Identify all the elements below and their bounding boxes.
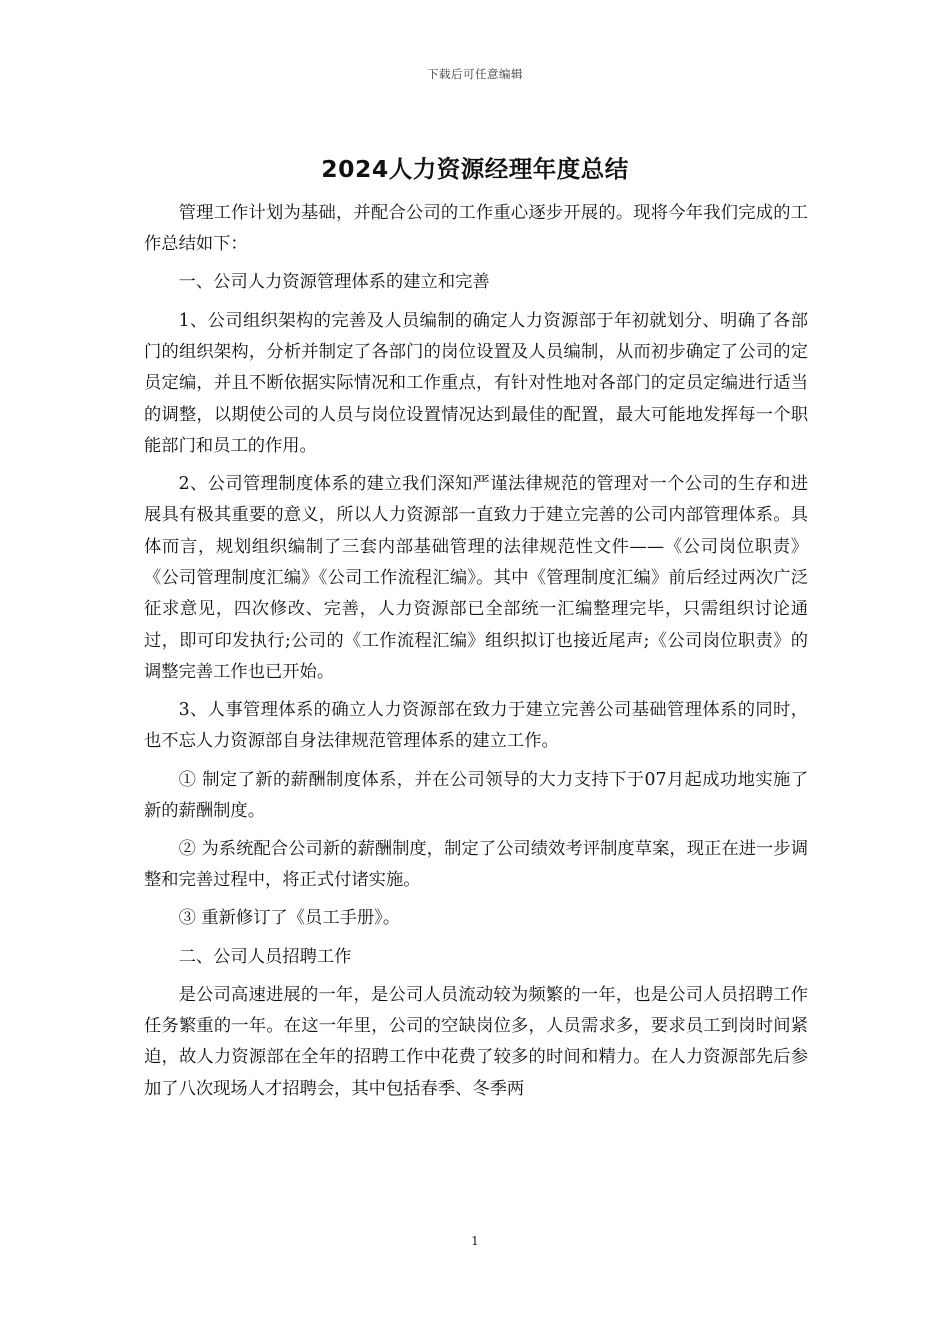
paragraph-management-system: 2、公司管理制度体系的建立我们深知严谨法律规范的管理对一个公司的生存和进展具有极其重要的意义，所以人力资源部一直致力于建立完善的公司内部管理体系。具体而言，规划组织编制了三套内部基础管理的法律规范性文件——《公司岗位职责》《公司管理制度汇编》《公司工作流程汇编》。其中《管理制度汇编》前后经过两次广泛征求意见，四次修改、完善，人力资源部已全部统一汇编整理完毕，只需组织讨论通过，即可印发执行;公司的《工作流程汇编》组织拟订也接近尾声;《公司岗位职责》的调整完善工作也已开始。 — [144, 474, 808, 682]
paragraph-intro: 管理工作计划为基础，并配合公司的工作重心逐步开展的。现将今年我们完成的工作总结如下： — [144, 203, 808, 255]
document-title: 2024人力资源经理年度总结 — [321, 155, 629, 183]
paragraph-org-structure: 1、公司组织架构的完善及人员编制的确定人力资源部于年初就划分、明确了各部门的组织架构，分析并制定了各部门的岗位设置及人员编制，从而初步确定了公司的定员定编，并且不断依据实际情况和工作重点，有针对性地对各部门的定员定编进行适当的调整，以期使公司的人员与岗位设置情况达到最佳的配置，最大可能地发挥每一个职能部门和员工的作用。 — [144, 310, 808, 456]
list-item-handbook: ③ 重新修订了《员工手册》。 — [178, 908, 401, 929]
section-heading-1: 一、公司人力资源管理体系的建立和完善 — [178, 272, 490, 293]
paragraph-recruitment: 是公司高速进展的一年，是公司人员流动较为频繁的一年，也是公司人员招聘工作任务繁重的一年。在这一年里，公司的空缺岗位多，人员需求多，要求员工到岗时间紧迫，故人力资源部在全年的招聘工作中花费了较多的时间和精力。在人力资源部先后参加了八次现场人才招聘会，其中包括春季、冬季两 — [144, 984, 808, 1099]
page-number: 1 — [471, 1234, 479, 1248]
header-note: 下载后可任意编辑 — [427, 67, 523, 81]
section-heading-2: 二、公司人员招聘工作 — [178, 946, 352, 967]
list-item-salary: ① 制定了新的薪酬制度体系，并在公司领导的大力支持下于07月起成功地实施了新的薪酬制度。 — [144, 769, 808, 821]
list-item-performance: ② 为系统配合公司新的薪酬制度，制定了公司绩效考评制度草案，现正在进一步调整和完善过程中，将正式付诸实施。 — [144, 838, 808, 891]
paragraph-hr-system: 3、人事管理体系的确立人力资源部在致力于建立完善公司基础管理体系的同时，也不忘人力资源部自身法律规范管理体系的建立工作。 — [144, 700, 808, 752]
document-body — [144, 198, 808, 1112]
